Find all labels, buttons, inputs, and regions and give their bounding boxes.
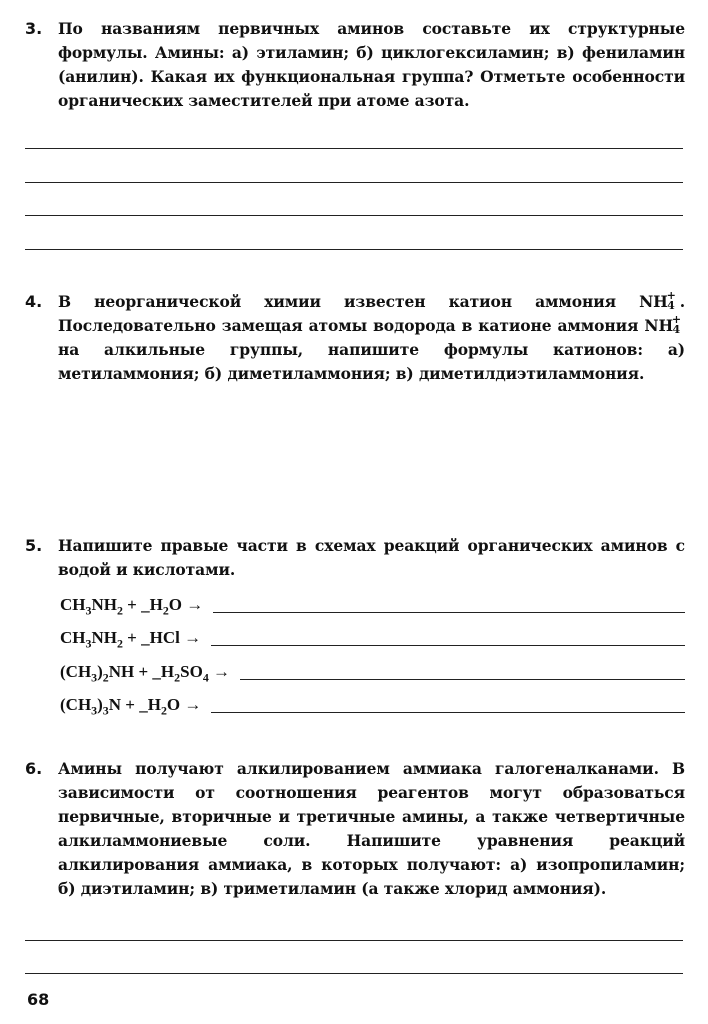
task-5 — [25, 534, 685, 582]
reaction-left-side: $(CH_3)_2NH$ + $\_H_2SO_4$ → — [60, 661, 231, 684]
task-text: В неорганической химии известен катион аммония NH + 4 . Последовательно замещая атомы водорода в катионе аммония NH + 4 на алкильные группы, напишите формулы катионов: а) метиламмония; б) диметиламмония; в) диметилдиэтиламмония. — [58, 289, 685, 383]
reaction-answer-line[interactable] — [211, 712, 685, 713]
reaction-1 — [60, 592, 685, 618]
answer-line[interactable] — [25, 249, 683, 250]
task-number: 4. — [25, 292, 43, 311]
ammonium-ion: NH + 4 — [639, 289, 676, 312]
reaction-answer-line[interactable] — [240, 679, 685, 680]
task-text: Напишите правые части в схемах реакций органических аминов с водой и кислотами. — [58, 536, 685, 579]
answer-line[interactable] — [25, 940, 683, 941]
task-3 — [25, 17, 685, 113]
reaction-left-side: $CH_3NH_2$ + $\_H_2O$ → — [60, 594, 204, 617]
answer-line[interactable] — [25, 182, 683, 183]
answer-line[interactable] — [25, 973, 683, 974]
reaction-answer-line[interactable] — [211, 645, 685, 646]
task-6 — [25, 757, 685, 901]
reaction-left-side: $CH_3NH_2$ + _HCl → — [60, 627, 202, 650]
ammonium-ion: NH + 4 — [644, 313, 681, 336]
reaction-2 — [60, 625, 685, 651]
reaction-4 — [60, 692, 685, 718]
reaction-answer-line[interactable] — [213, 612, 685, 613]
task-number: 5. — [25, 536, 43, 555]
reaction-3 — [60, 659, 685, 685]
answer-line[interactable] — [25, 215, 683, 216]
task-number: 6. — [25, 759, 43, 778]
answer-line[interactable] — [25, 148, 683, 149]
task-4 — [25, 290, 685, 386]
task-text: По названиям первичных аминов составьте их структурные формулы. Амины: а) этиламин; б) циклогексиламин; в) фениламин (анилин). Какая их функциональная группа? Отметьте особенности органических заместителей при атоме азота. — [58, 19, 685, 110]
task-number: 3. — [25, 19, 43, 38]
reaction-left-side: $(CH_3)_3N$ + $\_H_2O$ → — [60, 694, 202, 717]
page-number: 68 — [27, 990, 50, 1009]
task-text: Амины получают алкилированием аммиака галогеналканами. В зависимости от соотношения реагентов могут образоваться первичные, вторичные и третичные амины, а также четвертичные алкиламмониевые соли. Напишите уравнения реакций алкилирования аммиака, в которых получают: а) изопропиламин; б) диэтиламин; в) триметиламин (а также хлорид аммония). — [58, 759, 685, 898]
